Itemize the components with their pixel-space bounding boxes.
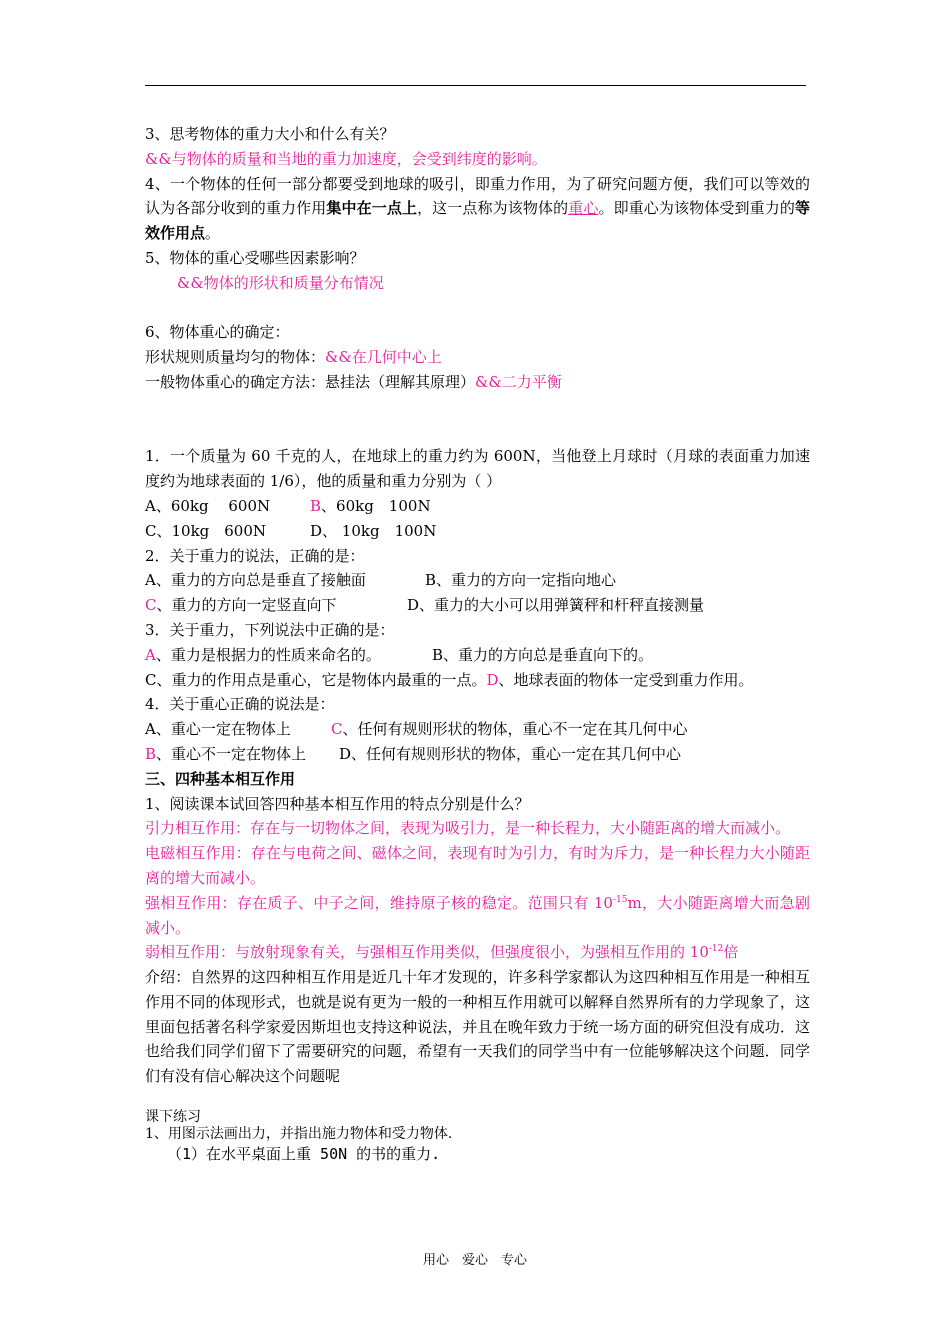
ex3-option-d: 、地球表面的物体一定受到重力作用。 — [498, 670, 754, 689]
homework-q1: 1、用图示法画出力，并指出施力物体和受力物体. — [145, 1126, 453, 1143]
q6-line2-label: 一般物体重心的确定方法：悬挂法（理解其原理） — [145, 372, 476, 391]
ex4-options-ac — [145, 717, 810, 742]
q4-bold-1: 集中在一点上 — [326, 199, 418, 218]
q6-line1-answer: &&在几何中心上 — [325, 348, 442, 367]
ex2-option-d: D、重力的大小可以用弹簧秤和杆秤直接测量 — [407, 596, 705, 615]
weak-interaction — [145, 940, 810, 965]
weak-text-1: 弱相互作用：与放射现象有关，与强相互作用类似，但强度很小，为强相互作用的 10 — [145, 943, 709, 962]
ex2-option-c-letter: C — [145, 596, 157, 615]
ex3-option-c: C、重力的作用点是重心，它是物体内最重的一点。 — [145, 670, 487, 689]
q5-question: 5、物体的重心受哪些因素影响？ — [145, 248, 365, 267]
gravity-interaction: 引力相互作用：存在与一切物体之间，表现为吸引力，是一种长程力，大小随距离的增大而减小。 — [145, 819, 791, 838]
weak-exponent: -12 — [708, 944, 724, 955]
q6-line-2 — [145, 370, 810, 395]
q4-text-4: 。 — [205, 224, 221, 243]
ex1-option-c: C、10kg 600N — [145, 521, 267, 540]
electromagnetic-interaction: 电磁相互作用：存在与电荷之间、磁体之间，表现有时为引力，有时为斥力，是一种长程力大小随距离的增大而减小。 — [145, 844, 810, 887]
ex4-option-d: D、任何有规则形状的物体，重心一定在其几何中心 — [339, 744, 682, 763]
q4-bold-2: 等效作用点 — [145, 199, 810, 243]
ex3-option-b: B、重力的方向总是垂直向下的。 — [432, 645, 654, 664]
ex4-option-b: 、重心不一定在物体上 — [156, 744, 307, 763]
section3-intro: 介绍：自然界的这四种相互作用是近几十年才发现的，许多科学家都认为这四种相互作用是一种相互作用不同的体现形式，也就是说有更为一般的一种相互作用就可以解释自然界所有的力学现象了，这里面包括著名科学家爱因斯坦也支持这种说法，并且在晚年致力于统一场方面的研究但没有成功．这也给我们同学们留下了需要研究的问题，希望有一天我们的同学当中有一位能够解决这个问题．同学们有没有信心解决这个问题呢 — [145, 968, 810, 1086]
ex3-question: 3．关于重力，下列说法中正确的是： — [145, 620, 395, 639]
q6-line-1 — [145, 345, 810, 370]
strong-exponent: -15 — [612, 894, 628, 905]
ex4-question: 4．关于重心正确的说法是： — [145, 695, 335, 714]
ex1-option-d: D、 10kg 100N — [310, 521, 437, 540]
q4-underlined-term: 重心 — [568, 199, 599, 218]
ex3-options-cd — [145, 668, 810, 693]
document-body — [145, 122, 810, 1165]
homework-title: 课下练习 — [145, 1109, 201, 1126]
ex4-option-c: 、任何有规则形状的物体，重心不一定在其几何中心 — [342, 720, 688, 739]
ex4-option-a: A、重心一定在物体上 — [145, 720, 291, 739]
weak-text-2: 倍 — [723, 943, 739, 962]
page-footer: 用心 爱心 专心 — [422, 1253, 527, 1268]
ex3-options-ab — [145, 643, 810, 668]
q6-line2-answer: &&二力平衡 — [475, 372, 562, 391]
ex4-option-c-letter: C — [331, 720, 343, 739]
header-rule — [145, 85, 806, 86]
ex2-options-cd — [145, 593, 810, 618]
ex2-option-a: A、重力的方向总是垂直了接触面 — [145, 571, 366, 590]
ex1-options-cd — [145, 519, 810, 544]
q4-text-3: 。即重心为该物体受到重力的 — [598, 199, 795, 218]
ex2-question: 2．关于重力的说法，正确的是： — [145, 546, 365, 565]
section3-heading: 三、四种基本相互作用 — [145, 769, 296, 788]
q4-paragraph — [145, 172, 810, 246]
ex3-option-d-letter: D — [486, 670, 499, 689]
ex1-option-a: A、60kg 600N — [145, 496, 271, 515]
strong-text-1: 强相互作用：存在质子、中子之间，维持原子核的稳定。范围只有 10 — [145, 893, 613, 912]
ex1-options-ab — [145, 494, 810, 519]
ex2-option-b: B、重力的方向一定指向地心 — [425, 571, 617, 590]
strong-text-2: m，大小随距离增大而急剧减小。 — [145, 893, 810, 937]
homework-q1-1: （1）在水平桌面上重 50N 的书的重力. — [167, 1145, 441, 1164]
q3-answer: &&与物体的质量和当地的重力加速度，会受到纬度的影响。 — [145, 149, 547, 168]
ex1-question: 1．一个质量为 60 千克的人，在地球上的重力约为 600N，当他登上月球时（月球的表面重力加速度约为地球表面的 1/6），他的质量和重力分别为（ ） — [145, 447, 810, 491]
ex1-option-b-letter: B — [310, 496, 322, 515]
section3-question: 1、阅读课本试回答四种基本相互作用的特点分别是什么？ — [145, 794, 530, 813]
strong-interaction — [145, 891, 810, 941]
ex2-option-c: 、重力的方向一定竖直向下 — [156, 596, 337, 615]
q5-answer: &&物体的形状和质量分布情况 — [177, 273, 384, 292]
ex3-option-a-letter: A — [145, 645, 156, 664]
q6-question: 6、物体重心的确定： — [145, 323, 290, 342]
ex4-option-b-letter: B — [145, 744, 157, 763]
ex4-options-bd — [145, 742, 810, 767]
ex3-option-a: 、重力是根据力的性质来命名的。 — [155, 645, 381, 664]
q6-line1-label: 形状规则质量均匀的物体： — [145, 348, 326, 367]
ex1-option-b: 、60kg 100N — [321, 496, 431, 515]
q3-question: 3、思考物体的重力大小和什么有关？ — [145, 125, 395, 143]
ex2-options-ab — [145, 568, 810, 593]
q4-text-1: 4、一个物体的任何一部分都要受到地球的吸引，即重力作用，为了研究问题方便，我们可以等效的认为各部分收到的重力作用 — [145, 174, 810, 218]
q4-text-2: ，这一点称为该物体的 — [417, 199, 569, 218]
